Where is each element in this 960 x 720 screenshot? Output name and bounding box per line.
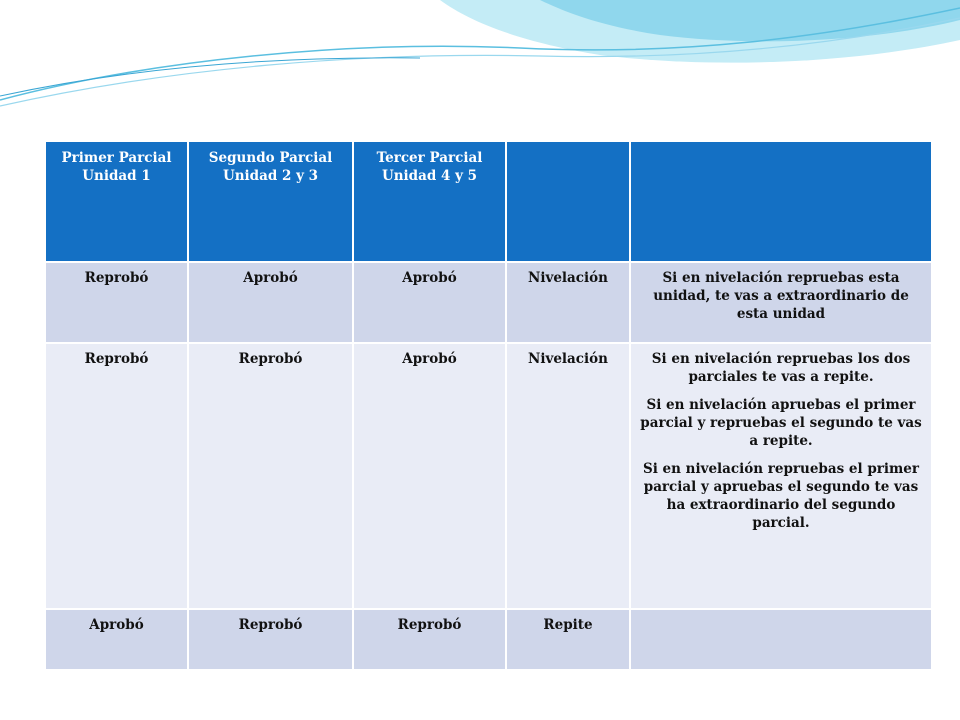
header-empty-5	[630, 141, 932, 262]
wave-line-3	[0, 58, 420, 96]
header-tercer-parcial: Tercer Parcial Unidad 4 y 5	[353, 141, 506, 262]
cell-notes	[630, 262, 932, 343]
note-paragraph: Si en nivelación repruebas esta unidad, te vas a extraordinario de esta unidad	[653, 270, 909, 322]
cell-first: Aprobó	[45, 609, 188, 670]
cell-second: Aprobó	[188, 262, 353, 343]
cell-result: Nivelación	[506, 343, 630, 609]
table-row	[45, 262, 932, 343]
cell-result: Repite	[506, 609, 630, 670]
note-paragraph: Si en nivelación repruebas el primer parcial y apruebas el segundo te vas ha extraordinario del segundo parcial.	[642, 461, 920, 531]
cell-first: Reprobó	[45, 343, 188, 609]
table-row	[45, 343, 932, 609]
grades-table	[44, 140, 933, 671]
header-segundo-parcial: Segundo Parcial Unidad 2 y 3	[188, 141, 353, 262]
cell-third: Aprobó	[353, 262, 506, 343]
cell-second: Reprobó	[188, 343, 353, 609]
cell-notes	[630, 609, 932, 670]
cell-second: Reprobó	[188, 609, 353, 670]
table-header-row	[45, 141, 932, 262]
header-empty-4	[506, 141, 630, 262]
table-row	[45, 609, 932, 670]
note-paragraph: Si en nivelación repruebas los dos parciales te vas a repite.	[651, 351, 911, 385]
header-primer-parcial: Primer Parcial Unidad 1	[45, 141, 188, 262]
note-paragraph: Si en nivelación apruebas el primer parcial y repruebas el segundo te vas a repite.	[640, 397, 922, 449]
cell-third: Reprobó	[353, 609, 506, 670]
cell-result: Nivelación	[506, 262, 630, 343]
header-wave-decoration	[0, 0, 960, 120]
cell-first: Reprobó	[45, 262, 188, 343]
cell-notes	[630, 343, 932, 609]
cell-third: Aprobó	[353, 343, 506, 609]
